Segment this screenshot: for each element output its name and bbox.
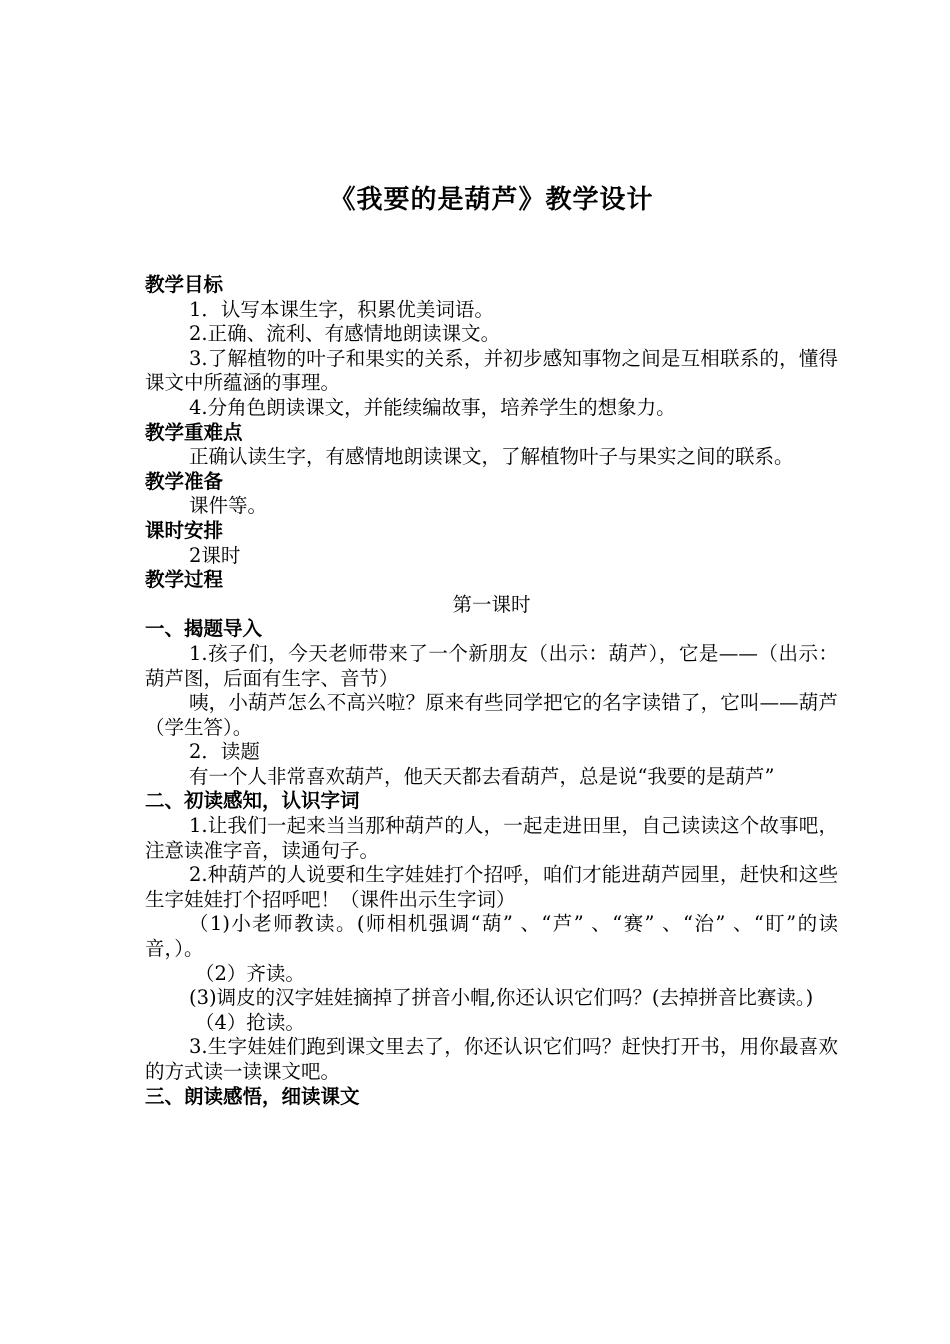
- lesson-label: 第一课时: [452, 592, 531, 616]
- section-heading: 二、初读感知，认识字词: [145, 789, 360, 813]
- paragraph: 3.了解植物的叶子和果实的关系，并初步感知事物之间是互相联系的，懂得课文中所蕴涵的事理。: [145, 346, 838, 395]
- section-heading: 教学准备: [145, 469, 224, 493]
- section-heading: 一、揭题导入: [145, 617, 263, 641]
- section-heading: 教学重难点: [145, 420, 243, 444]
- paragraph: 课件等。: [189, 494, 268, 518]
- paragraph: 1.让我们一起来当当那种葫芦的人，一起走进田里，自己读读这个故事吧，注意读准字音，读通句子。: [145, 814, 838, 862]
- paragraph: 4.分角色朗读课文，并能续编故事，培养学生的想象力。: [189, 395, 676, 419]
- paragraph: 1．认写本课生字，积累优美词语。: [189, 297, 494, 321]
- paragraph: 1.孩子们，今天老师带来了一个新朋友（出示：葫芦），它是——（出示：葫芦图，后面有生字、音节）: [145, 641, 838, 690]
- section-heading: 课时安排: [145, 518, 224, 542]
- section-heading: 三、朗读感悟，细读课文: [145, 1084, 360, 1108]
- document-title: 《我要的是葫芦》教学设计: [329, 185, 654, 215]
- paragraph: 咦，小葫芦怎么不高兴啦？原来有些同学把它的名字读错了，它叫——葫芦（学生答）。: [145, 691, 838, 739]
- paragraph: 2课时: [189, 543, 241, 567]
- paragraph: （2）齐读。: [195, 961, 305, 985]
- paragraph: (3)调皮的汉字娃娃摘掉了拼音小帽,你还认识它们吗？(去掉拼音比赛读。): [189, 986, 814, 1010]
- paragraph: 正确认读生字，有感情地朗读课文，了解植物叶子与果实之间的联系。: [189, 445, 794, 469]
- paragraph: 有一个人非常喜欢葫芦，他天天都去看葫芦，总是说“我要的是葫芦”: [189, 764, 775, 788]
- paragraph: （1)小老师教读。(师相机强调“葫” 、“芦” 、“赛” 、“治” 、“盯”的读音，）。: [145, 912, 838, 961]
- paragraph: 3.生字娃娃们跑到课文里去了，你还认识它们吗？赶快打开书，用你最喜欢的方式读一读课文吧。: [145, 1035, 838, 1083]
- paragraph: 2.种葫芦的人说要和生字娃娃打个招呼，咱们才能进葫芦园里，赶快和这些生字娃娃打个招呼吧！（课件出示生字词）: [145, 863, 838, 911]
- paragraph: （4）抢读。: [195, 1010, 305, 1034]
- paragraph: 2.正确、流利、有感情地朗读课文。: [189, 322, 501, 346]
- section-heading: 教学目标: [145, 273, 224, 296]
- paragraph: 2．读题: [189, 740, 260, 764]
- document-body: [145, 273, 838, 1109]
- section-heading: 教学过程: [145, 568, 224, 592]
